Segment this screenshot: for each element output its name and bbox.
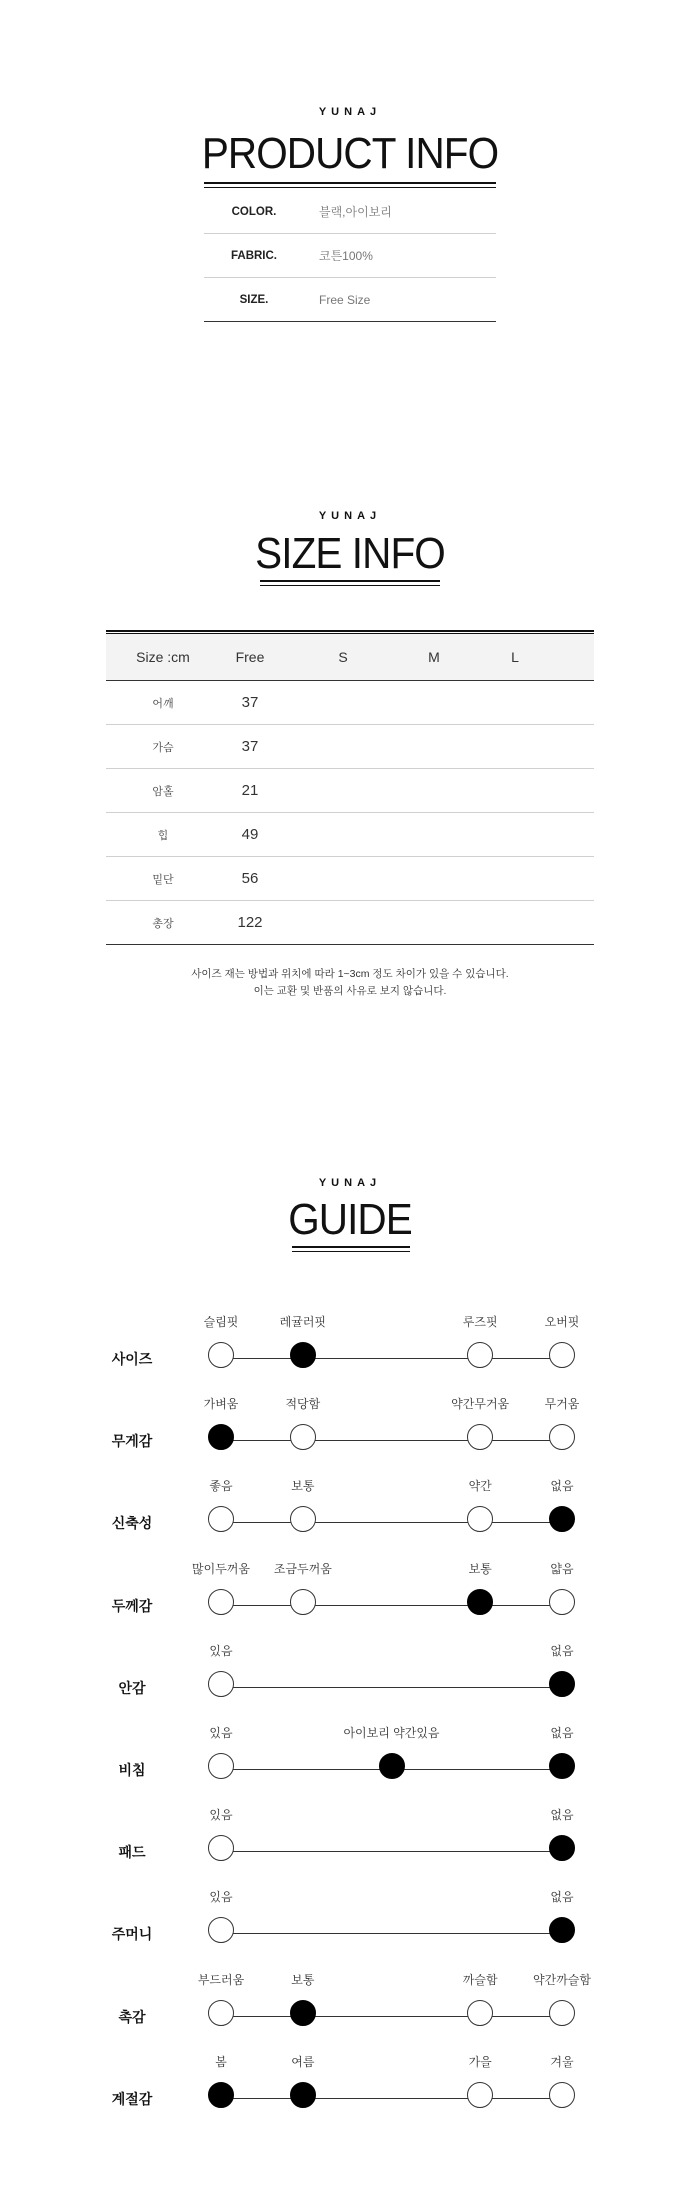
guide-option xyxy=(243,1478,363,1532)
product-info-row-color xyxy=(204,190,496,234)
guide-option-label: 적당함 xyxy=(285,1397,321,1412)
guide-option xyxy=(502,1972,622,2026)
product-info-title: PRODUCT INFO xyxy=(201,129,499,178)
guide-dot-selected xyxy=(549,1506,575,1532)
guide-row xyxy=(0,1889,700,1949)
size-cell: 56 xyxy=(241,870,259,887)
guide-option xyxy=(502,1807,622,1861)
size-cell: 122 xyxy=(237,914,263,931)
guide-dot xyxy=(290,1589,316,1615)
size-row-label: 힙 xyxy=(157,829,169,842)
guide-option-label: 있음 xyxy=(209,1890,233,1905)
guide-dot xyxy=(549,1342,575,1368)
guide-row-label: 비침 xyxy=(118,1762,146,1778)
guide-option-label: 있음 xyxy=(209,1808,233,1823)
guide-dot-selected xyxy=(208,1424,234,1450)
size-table-row xyxy=(106,901,594,945)
guide-dot-selected xyxy=(208,2082,234,2108)
guide-option-label: 겨울 xyxy=(550,2054,574,2069)
product-info-table xyxy=(204,190,496,322)
guide-option-label: 약간까슬함 xyxy=(533,1972,591,1987)
guide-option-label: 슬림핏 xyxy=(203,1315,239,1329)
guide-dot xyxy=(467,1342,493,1368)
guide-option xyxy=(243,1561,363,1615)
guide-option-label: 부드러움 xyxy=(197,1972,245,1987)
guide-row-label: 무게감 xyxy=(111,1433,153,1450)
guide-dot xyxy=(290,1506,316,1532)
guide-dot xyxy=(467,1506,493,1532)
guide-dot-selected xyxy=(549,1671,575,1697)
guide-option xyxy=(502,1478,622,1532)
size-info-brand: YUNAJ xyxy=(318,510,382,522)
product-info-brand: YUNAJ xyxy=(318,106,382,118)
size-header-cell: Free xyxy=(235,649,265,665)
guide-dot xyxy=(208,1753,234,1779)
guide-divider xyxy=(292,1246,410,1248)
size-info-divider xyxy=(260,580,440,582)
guide-option-label: 까슬함 xyxy=(462,1972,498,1987)
guide-option-label: 가벼움 xyxy=(203,1397,239,1412)
size-row-label: 가슴 xyxy=(152,741,174,754)
guide-option-label: 레귤러핏 xyxy=(279,1315,327,1329)
guide-option xyxy=(502,1314,622,1368)
guide-row xyxy=(0,1478,700,1538)
guide-dot xyxy=(549,1589,575,1615)
guide-dot xyxy=(467,1424,493,1450)
size-table-row xyxy=(106,857,594,901)
size-info-title: SIZE INFO xyxy=(255,529,445,578)
guide-option-label: 오버핏 xyxy=(544,1315,580,1329)
guide-row-label: 패드 xyxy=(118,1844,146,1861)
size-header-cell: S xyxy=(338,649,348,665)
guide-option-label: 보통 xyxy=(291,1972,315,1987)
guide-option-label: 있음 xyxy=(209,1643,233,1658)
guide-dot-selected xyxy=(549,1917,575,1943)
size-cell: 37 xyxy=(241,738,259,755)
guide-dot-selected xyxy=(290,2082,316,2108)
guide-option xyxy=(502,1396,622,1450)
size-table xyxy=(106,630,594,945)
guide-dot xyxy=(467,2082,493,2108)
guide-dot-selected xyxy=(467,1589,493,1615)
guide-option xyxy=(243,1396,363,1450)
guide-option-label: 무거움 xyxy=(544,1397,580,1412)
guide-dot-selected xyxy=(549,1753,575,1779)
guide-row-label: 계절감 xyxy=(111,2090,153,2107)
product-info-label: COLOR. xyxy=(231,205,277,218)
guide-option xyxy=(243,1972,363,2026)
guide-dot xyxy=(208,2000,234,2026)
guide-row-label: 신축성 xyxy=(111,1515,153,1532)
size-note-line-1: 사이즈 재는 방법과 위치에 따라 1~3cm 정도 차이가 있을 수 있습니다. xyxy=(191,968,509,980)
guide-dot-selected xyxy=(290,2000,316,2026)
product-info-value: 블랙,아이보리 xyxy=(319,205,392,219)
guide-brand: YUNAJ xyxy=(318,1177,382,1189)
guide-dot-selected xyxy=(379,1753,405,1779)
guide-row-label: 두께감 xyxy=(111,1597,153,1614)
guide-dot xyxy=(467,2000,493,2026)
product-info-label: FABRIC. xyxy=(231,249,277,262)
guide-dot-selected xyxy=(290,1342,316,1368)
guide-dot xyxy=(549,1424,575,1450)
size-cell: 37 xyxy=(241,694,259,711)
guide-option-label: 좋음 xyxy=(209,1479,233,1494)
guide-dot xyxy=(208,1506,234,1532)
guide-dot-selected xyxy=(549,1835,575,1861)
guide-option-label: 없음 xyxy=(550,1643,574,1658)
guide-option-label: 많이두꺼움 xyxy=(192,1561,250,1576)
size-table-row xyxy=(106,813,594,857)
size-row-label: 총장 xyxy=(152,917,174,930)
guide-dot xyxy=(208,1917,234,1943)
size-header-cell: L xyxy=(511,649,519,665)
guide-dot xyxy=(549,2000,575,2026)
guide-option xyxy=(502,1725,622,1779)
guide-option-label: 약간 xyxy=(468,1479,492,1494)
product-info-value: 코튼100% xyxy=(319,249,373,263)
guide-row xyxy=(0,2054,700,2114)
size-cell: 49 xyxy=(241,826,259,843)
guide-row xyxy=(0,1561,700,1621)
guide-option xyxy=(502,2054,622,2108)
product-info-value: Free Size xyxy=(319,292,371,307)
product-info-label: SIZE. xyxy=(239,293,269,306)
guide-row xyxy=(0,1396,700,1456)
product-info-row-size xyxy=(204,278,496,322)
product-info-row-fabric xyxy=(204,234,496,278)
guide-row xyxy=(0,1807,700,1867)
guide-row xyxy=(0,1314,700,1374)
size-header-cell: M xyxy=(428,649,440,665)
guide-option-label: 약간무거움 xyxy=(451,1397,510,1412)
guide-option-label: 없음 xyxy=(550,1479,574,1494)
guide-dot xyxy=(208,1342,234,1368)
guide-option xyxy=(161,1807,281,1861)
guide-row xyxy=(0,1643,700,1703)
guide-dot xyxy=(208,1589,234,1615)
guide-dot xyxy=(208,1671,234,1697)
size-note-line-2: 이는 교환 및 반품의 사유로 보지 않습니다. xyxy=(253,985,447,997)
guide-option-label: 보통 xyxy=(468,1561,492,1576)
guide-dot xyxy=(549,2082,575,2108)
guide-option xyxy=(332,1725,452,1779)
guide-option xyxy=(502,1643,622,1697)
guide-option-label: 봄 xyxy=(215,2054,227,2069)
guide-option xyxy=(161,1725,281,1779)
guide-option-label: 있음 xyxy=(209,1726,233,1740)
guide-option-label: 조금두꺼움 xyxy=(273,1561,332,1576)
guide-row xyxy=(0,1725,700,1785)
guide-option-label: 아이보리 약간있음 xyxy=(343,1726,440,1740)
guide-row-label: 안감 xyxy=(118,1679,146,1696)
guide-option xyxy=(161,1889,281,1943)
guide-row-label: 주머니 xyxy=(111,1926,153,1943)
size-table-row xyxy=(106,769,594,813)
size-table-row xyxy=(106,725,594,769)
size-header-cell: Size :cm xyxy=(136,649,190,665)
guide-option xyxy=(243,1314,363,1368)
size-row-label: 밑단 xyxy=(152,873,174,886)
guide-option-label: 없음 xyxy=(550,1726,574,1740)
size-cell: 21 xyxy=(241,782,259,799)
guide-row-label: 사이즈 xyxy=(111,1351,153,1367)
guide-option-label: 보통 xyxy=(291,1479,315,1494)
guide-dot xyxy=(290,1424,316,1450)
guide-row xyxy=(0,1972,700,2032)
size-table-header xyxy=(106,634,594,681)
guide-dot xyxy=(208,1835,234,1861)
guide-option xyxy=(243,2054,363,2108)
guide-option xyxy=(502,1561,622,1615)
guide-option-label: 가을 xyxy=(468,2054,492,2069)
guide-row-label: 촉감 xyxy=(118,2008,146,2025)
guide-option-label: 없음 xyxy=(550,1808,574,1823)
guide-option xyxy=(161,1643,281,1697)
size-row-label: 어깨 xyxy=(152,697,174,710)
guide-option xyxy=(502,1889,622,1943)
product-info-divider xyxy=(204,182,496,184)
size-table-row xyxy=(106,681,594,725)
size-row-label: 암홀 xyxy=(152,785,174,798)
guide-title: GUIDE xyxy=(288,1195,412,1244)
guide-option-label: 얇음 xyxy=(550,1561,574,1576)
guide-option-label: 여름 xyxy=(291,2054,315,2069)
guide-option-label: 없음 xyxy=(550,1890,574,1905)
guide-option-label: 루즈핏 xyxy=(462,1315,498,1329)
